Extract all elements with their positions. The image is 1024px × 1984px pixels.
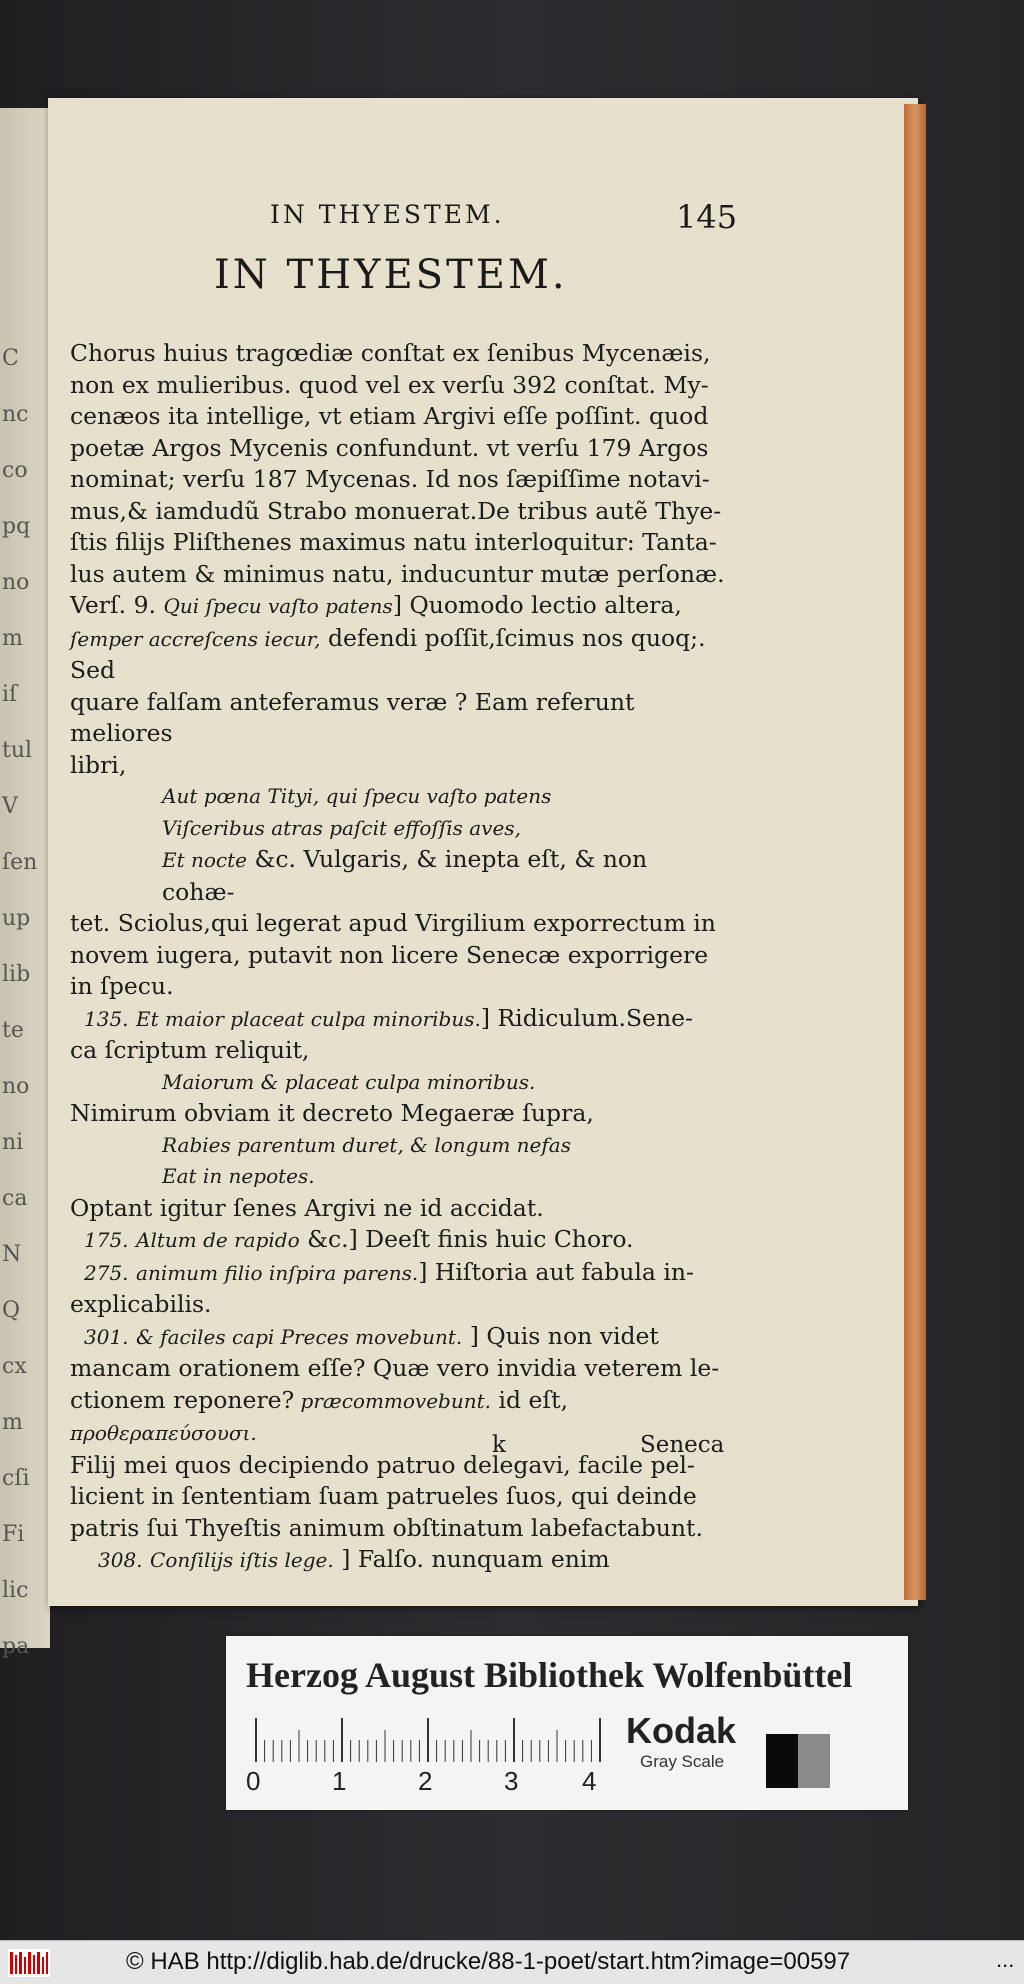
left-page-fragment: ſen [2,850,38,875]
catchword: Seneca [640,1432,725,1458]
running-head: IN THYESTEM. [270,200,505,229]
left-page-fragment: ni [2,1130,24,1155]
verse-ref: 175. [84,1228,129,1252]
greek-word: προθεραπεύσουσι. [70,1421,257,1445]
left-page-fragment: V [2,794,18,819]
left-page-fragment: cx [2,1354,27,1379]
text-span: id eſt, [491,1385,569,1414]
ruler-number: 4 [582,1766,597,1796]
page-edge-red [904,104,926,1600]
ruler-number: 0 [246,1766,261,1796]
text-line [70,623,726,687]
text-line: lus autem & minimus natu, inducuntur mutæ perſonæ. [70,559,725,588]
left-page-fragment: no [2,570,30,595]
text-span: &c.] Deeſt finis huic Choro. [299,1225,634,1253]
text-span: ] Falſo. nunquam enim [333,1545,610,1573]
text-line: libri, [70,750,127,779]
left-page-fragment: ca [2,1186,28,1211]
page-title: IN THYESTEM. [214,252,568,298]
left-page-fragment: N [2,1242,22,1267]
hab-logo-icon [8,1949,50,1977]
lemma: animum filio inſpira parens. [136,1260,419,1285]
text-line [70,1321,726,1354]
left-page-edge [0,108,50,1659]
left-page-fragment: co [2,458,28,483]
text-span: ] Hiſtoria aut fabula in- [418,1257,694,1286]
verse-line: Rabies parentum duret, & longum nefas [162,1132,571,1157]
left-page-fragment: pq [2,514,31,539]
verse-ref: 275. [84,1260,129,1285]
text-line: tet. Sciolus,qui legerat apud Virgilium exporrectum in [70,909,716,937]
left-page-fragment: lic [2,1578,29,1603]
lemma: ſemper accreſcens iecur, [70,626,321,651]
text-line: licient in ſententiam ſuam patrueles ſuos, qui deinde [70,1482,697,1510]
left-page-fragment: no [2,1074,30,1099]
gray-scale-label: Gray Scale [640,1752,725,1771]
text-line: mus,& iamdudũ Strabo monuerat.De tribus autẽ Thye- [70,496,722,525]
left-page-fragment: tul [2,738,33,763]
text-line [70,1385,726,1450]
text-span: ctionem reponere? [70,1385,295,1414]
text-span: ] Quis non videt [462,1321,659,1350]
ruler-number: 2 [418,1766,433,1796]
body-text [70,338,726,1577]
text-line [70,1224,726,1257]
text-line: poetæ Argos Mycenis confundunt. vt verſu 179 Argos [70,433,709,462]
text-line: patris ſui Thyeſtis animum obſtinatum labefactabunt. [70,1513,703,1542]
text-span: &c. Vulgaris, & inepta eſt, & non cohæ- [162,845,648,906]
left-page-fragment: Q [2,1298,21,1323]
text-line: ca ſcriptum reliquit, [70,1036,310,1064]
text-line: quare falſam anteferamus veræ ? Eam referunt meliores [70,687,635,747]
text-line: Nimirum obviam it decreto Megaeræ ſupra, [70,1099,594,1127]
text-line: mancam orationem eſſe? Quæ vero invidia veterem le- [70,1354,720,1382]
lemma: præcommovebunt. [294,1388,492,1413]
library-name: Herzog August Bibliothek Wolfenbüttel [246,1655,853,1695]
verse-ref: 308. [98,1548,143,1572]
signature-mark: k [492,1432,506,1458]
kodak-logo: Kodak [626,1710,737,1751]
text-line: ſtis filijs Pliſthenes maximus natu interloquitur: Tanta- [70,528,717,556]
left-page-fragment: iſ [2,682,18,707]
verse-line: Aut pœna Tityi, qui ſpecu vaſto patens [162,784,552,808]
text-span: ] Ridiculum.Sene- [480,1003,693,1032]
footer-bar [0,1940,1024,1984]
verse-line: Maiorum & placeat culpa minoribus. [162,1069,536,1094]
left-page-fragment: pa [2,1634,30,1659]
verse-ref: Verſ. 9. [70,591,157,619]
footer-url-text[interactable]: © HAB http://diglib.hab.de/drucke/88-1-poet/start.htm?image=00597 [126,1948,851,1975]
text-line: in ſpecu. [70,972,174,1000]
left-page-fragment: nc [2,402,29,427]
lemma: & faciles capi Preces movebunt. [136,1324,463,1349]
left-page-fragment: m [2,626,23,651]
text-line [70,844,726,908]
text-line: explicabilis. [70,1290,212,1318]
text-span: ] Quomodo lectio altera, [392,591,682,619]
ruler-scale [252,1718,604,1762]
lemma: Et maior placeat culpa minoribus. [136,1006,481,1031]
lemma: Altum de rapido [136,1228,300,1252]
page-number: 145 [676,198,738,236]
left-page-fragment: C [2,346,19,371]
text-line: non ex mulieribus. quod vel ex verſu 392 conſtat. My- [70,370,709,399]
text-line: nominat; verſu 187 Mycenas. Id nos ſæpiſſime notavi- [70,465,710,493]
text-line: Filij mei quos decipiendo patruo delegavi, facile pel- [70,1450,695,1479]
text-line [70,1003,726,1036]
ruler-number: 3 [504,1766,519,1796]
left-page-fragment: up [2,906,31,931]
left-page-fragment: Fi [2,1522,25,1547]
ruler-number: 1 [332,1766,347,1796]
verse-line: Viſceribus atras paſcit effoſſis aves, [162,815,521,840]
text-line: cenæos ita intellige, vt etiam Argivi eſſe poſſint. quod [70,402,709,430]
verse-ref: 301. [84,1324,129,1349]
gray-swatch [766,1734,830,1788]
left-page-fragment: cſi [2,1466,30,1491]
left-page-fragment: lib [2,962,31,987]
color-calibration-card [226,1636,908,1810]
text-line [70,590,726,623]
left-page-fragment: te [2,1018,24,1043]
text-span: defendi poſſit,ſcimus nos quoq;. Sed [70,623,706,684]
lemma: Qui ſpecu vaſto patens [163,594,393,618]
verse-ref: 135. [84,1006,129,1031]
text-line [70,1257,726,1290]
lemma: Et nocte [162,848,247,872]
left-page-fragment: m [2,1410,23,1435]
more-menu[interactable]: ... [996,1947,1015,1972]
text-line [70,1544,726,1577]
text-line: Optant igitur ſenes Argivi ne id accidat. [70,1193,544,1222]
lemma: Conſilijs iſtis lege. [150,1548,334,1572]
text-line: novem iugera, putavit non licere Senecæ exporrigere [70,940,709,969]
verse-line: Eat in nepotes. [162,1164,315,1188]
text-line: Chorus huius tragœdiæ conſtat ex ſenibus Mycenæis, [70,339,711,367]
